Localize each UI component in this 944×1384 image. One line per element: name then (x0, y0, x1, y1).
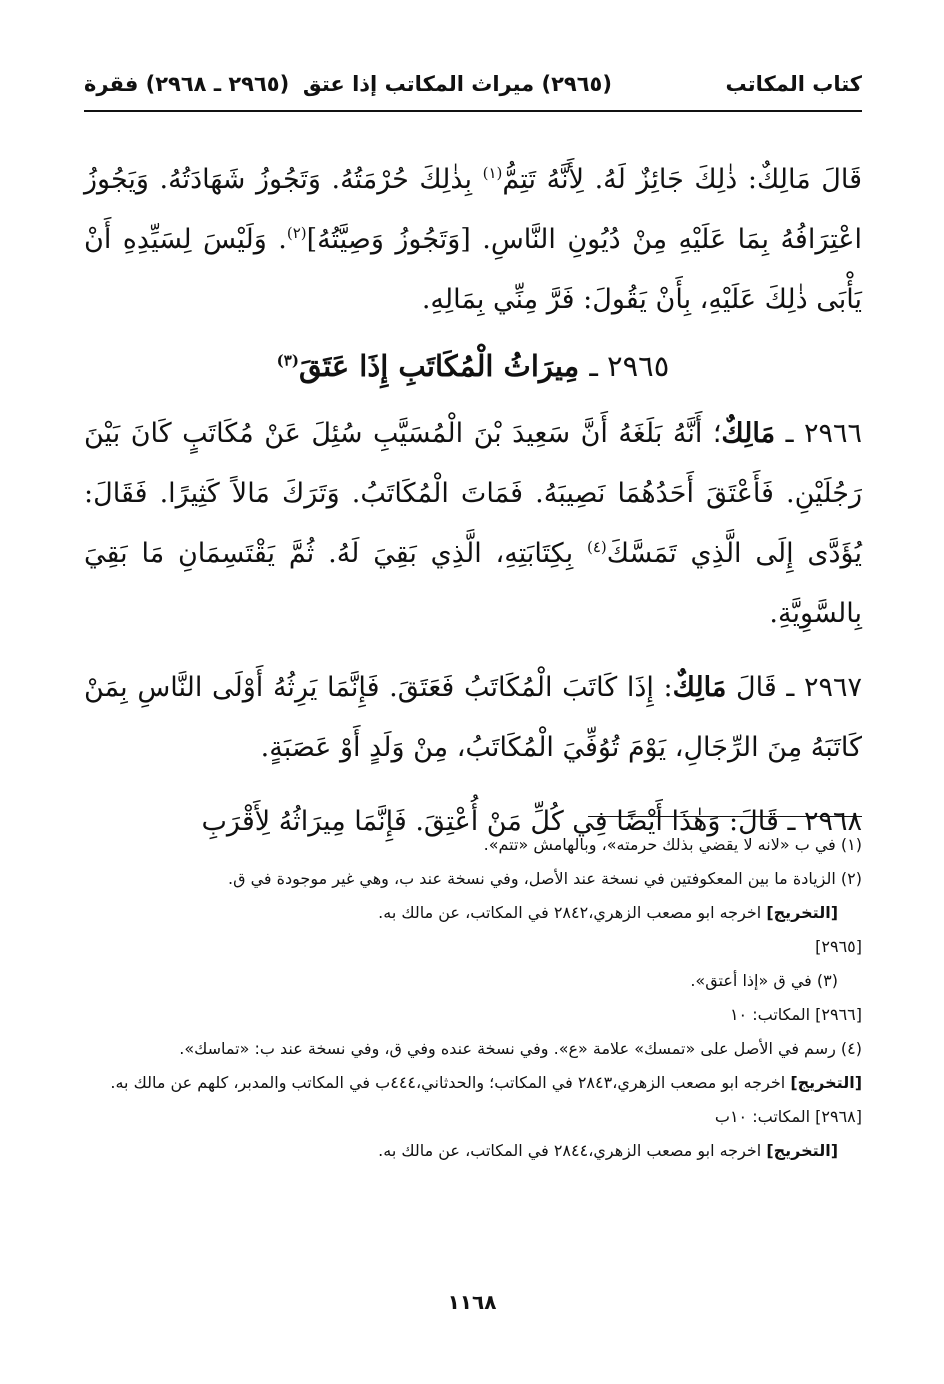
takhrij-label: [التخريج] (790, 1073, 862, 1092)
takhrij-label: [التخريج] (766, 1141, 838, 1160)
main-text (84, 150, 862, 852)
footnote-marker: (١) (482, 164, 503, 182)
chapter-title: (٢٩٦٥) ميراث المكاتب إذا عتق (302, 72, 612, 96)
paragraph-text: قَالَ (726, 672, 777, 703)
takhrij-note (84, 896, 862, 930)
paragraph-number: ٢٩٦٧ ـ (786, 672, 862, 703)
running-header (84, 66, 862, 106)
takhrij-text: اخرجه ابو مصعب الزهري،٢٨٤٣ في المكاتب؛ والحدثاني،٤٤٤ب في المكاتب والمدبر، كلهم عن مالك به. (110, 1073, 791, 1092)
paragraph-text: قَالَ مَالِكٌ: ذٰلِكَ جَائِزٌ لَهُ. لِأَنَّهُ تَتِمُّ (502, 164, 862, 195)
paragraph-text: ؛ أَنَّهُ بَلَغَهُ أَنَّ سَعِيدَ بْنَ الْمُسَيَّبِ سُئِلَ عَنْ مُكَاتَبٍ كَانَ بَيْنَ رَجُلَيْنِ. فَأَعْتَقَ أَحَدُهُمَا نَصِيبَهُ. فَمَاتَ الْمُكَاتَبُ. وَتَرَكَ مَالاً كَثِيرًا. فَقَالَ: يُؤَدَّى إِلَى الَّذِي تَمَسَّكَ (84, 418, 862, 569)
takhrij-text: اخرجه ابو مصعب الزهري،٢٨٤٢ في المكاتب، عن مالك به. (378, 903, 767, 922)
footnote-marker: (٢) (286, 224, 307, 242)
takhrij-note (84, 1134, 862, 1168)
section-number: ٢٩٦٥ ـ (589, 349, 670, 383)
paragraph-text: . وَلَيْسَ لِسَيِّدِهِ أَنْ يَأْبَى ذٰلِكَ عَلَيْهِ، بِأَنْ يَقُولَ: فَرَّ مِنِّي بِمَالِهِ. (84, 224, 862, 315)
reference-2965: [٢٩٦٥] (815, 937, 862, 956)
header-divider (84, 110, 862, 112)
takhrij-label: [التخريج] (766, 903, 838, 922)
footnote-1: (١) في ب «لانه لا يقضي بذلك حرمته»، وبالهامش «تتم». (483, 835, 862, 854)
takhrij-text: اخرجه ابو مصعب الزهري،٢٨٤٤ في المكاتب، عن مالك به. (378, 1141, 767, 1160)
paragraph-2967 (84, 658, 862, 778)
footnote-marker: (٤) (586, 538, 607, 556)
reference-2968: [٢٩٦٨] المكاتب: ١٠ب (714, 1107, 862, 1126)
paragraph-malik-statement (84, 150, 862, 330)
paragraph-text: بِكِتَابَتِهِ، الَّذِي بَقِيَ لَهُ. ثُمَّ يَقْتَسِمَانِ مَا بَقِيَ بِالسَّوِيَّةِ. (84, 538, 862, 629)
footnote-3: (٣) في ق «إذا أعتق». (690, 971, 838, 990)
book-title: كتاب المكاتب (725, 72, 862, 96)
paragraph-range: (٢٩٦٥ ـ ٢٩٦٨) فقرة (84, 72, 290, 96)
narrator-name: مَالِكٌ (721, 418, 776, 449)
section-title: مِيرَاثُ الْمُكَاتَبِ إِذَا عَتَقَ (298, 349, 580, 383)
paragraph-number: ٢٩٦٦ ـ (785, 418, 862, 449)
footnote-divider (588, 816, 862, 817)
footnote-4: (٤) رسم في الأصل على «تمسك» علامة «ع». وفي نسخة عنده وفي ق، وفي نسخة عند ب: «تماسك». (179, 1039, 862, 1058)
narrator-name: مَالِكٌ (672, 672, 727, 703)
paragraph-2966 (84, 404, 862, 644)
paragraph-text: : إِذَا كَاتَبَ الْمُكَاتَبُ فَعَتَقَ. فَإِنَّمَا يَرِثُهُ أَوْلَى النَّاسِ بِمَنْ كَاتَبَهُ مِنَ الرِّجَالِ، يَوْمَ تُوُفِّيَ الْمُكَاتَبُ، مِنْ وَلَدٍ أَوْ عَصَبَةٍ. (84, 672, 862, 763)
footnotes (84, 828, 862, 1168)
paragraph-text: قَالَ: وَهٰذَا أَيْضًا فِي كُلِّ مَنْ أُعْتِقَ. فَإِنَّمَا مِيرَاثُهُ لِأَقْرَبِ (201, 806, 779, 837)
footnote-marker: (٣) (276, 351, 299, 370)
takhrij-note (84, 1066, 862, 1100)
section-heading (84, 334, 862, 398)
paragraph-text: بِذٰلِكَ حُرْمَتُهُ. وَتَجُوزُ شَهَادَتُهُ. وَيَجُوزُ اعْتِرَافُهُ بِمَا عَلَيْهِ مِنْ دُيُونِ النَّاسِ. [وَتَجُوزُ وَصِيَّتُهُ] (84, 164, 862, 255)
reference-2966: [٢٩٦٦] المكاتب: ١٠ (729, 1005, 862, 1024)
footnote-2: (٢) الزيادة ما بين المعكوفتين في نسخة عند الأصل، وفي نسخة عند ب، وهي غير موجودة في ق. (228, 869, 862, 888)
paragraph-number: ٢٩٦٨ ـ (787, 806, 862, 837)
page-number: ١١٦٨ (447, 1290, 497, 1314)
